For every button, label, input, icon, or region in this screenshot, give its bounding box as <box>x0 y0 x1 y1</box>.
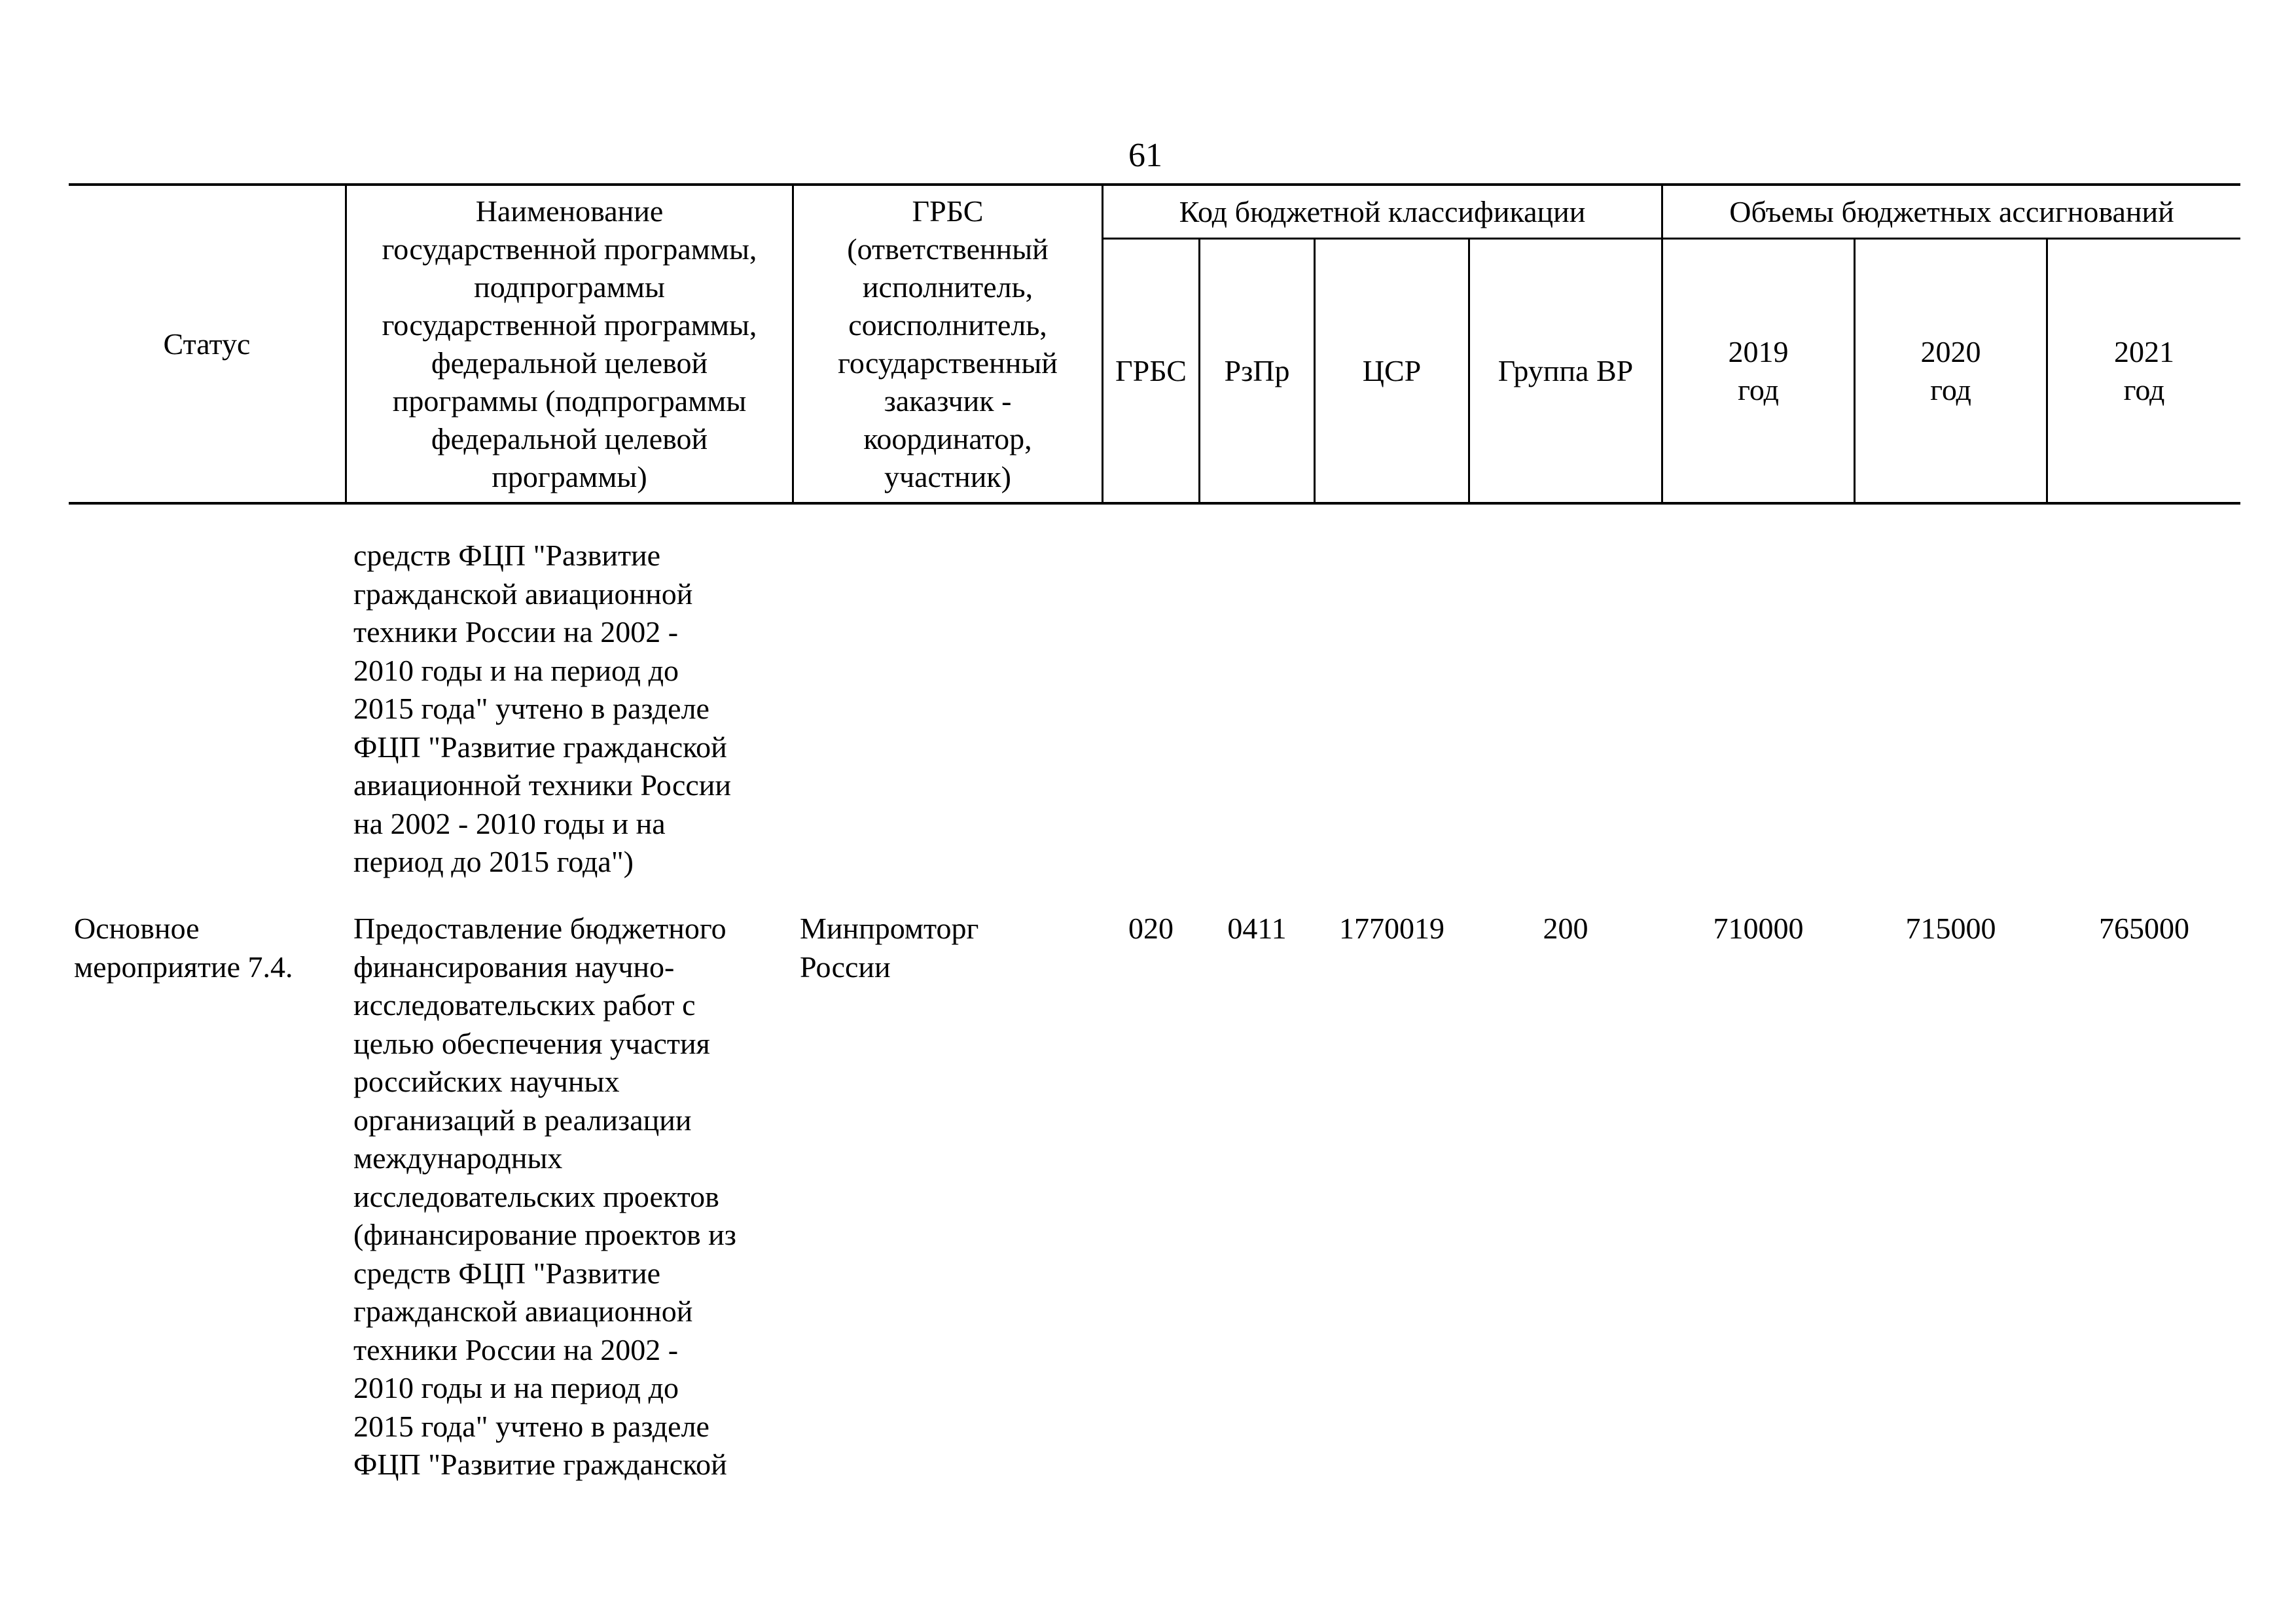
header-status: Статус <box>163 327 251 361</box>
header-csr: ЦСР <box>1362 353 1422 387</box>
row-grbs: 020 <box>1128 912 1174 945</box>
row-2021: 765000 <box>2099 912 2189 945</box>
row-name: Предоставление бюджетного финансирования научно- исследовательских работ с целью обеспечения участия российских научных организаций в реализации международных исследовательских проектов (финансирование проектов из средств ФЦП "Развитие гражданской авиационной техники России на 2002 - 2010 годы и на период до 2015 года" учтено в разделе ФЦП "Развитие гражданской <box>353 912 736 1481</box>
row-continuation-name: средств ФЦП "Развитие гражданской авиационной техники России на 2002 - 2010 годы и на период до 2015 года" учтено в разделе ФЦП "Развитие гражданской авиационной техники России на 2002 - 2010 годы и на период до 2015 года") <box>353 539 732 878</box>
table-header-bottom-rule <box>69 502 2240 505</box>
header-year-2019: 2019 год <box>1728 334 1789 406</box>
row-executor: Минпромторг России <box>800 912 979 984</box>
page-number: 61 <box>1128 137 1162 174</box>
header-budget-volume-group: Объемы бюджетных ассигнований <box>1729 194 2174 228</box>
header-year-2021: 2021 год <box>2114 334 2174 406</box>
row-status: Основное мероприятие 7.4. <box>74 912 293 984</box>
budget-table <box>69 183 2240 1558</box>
header-rzpr: РзПр <box>1224 353 1290 387</box>
row-rzpr: 0411 <box>1227 912 1287 945</box>
row-2020: 715000 <box>1905 912 1996 945</box>
row-csr: 1770019 <box>1339 912 1444 945</box>
header-program-name: Наименование государственной программы, подпрограммы государственной программы, федеральной целевой программы (подпрограммы федеральной целевой программы) <box>382 194 757 493</box>
header-grbs-full: ГРБС (ответственный исполнитель, соисполнитель, государственный заказчик - координатор, участник) <box>838 194 1058 493</box>
header-grbs: ГРБС <box>1115 353 1187 387</box>
header-year-2020: 2020 год <box>1920 334 1981 406</box>
row-group-vr: 200 <box>1543 912 1588 945</box>
row-2019: 710000 <box>1713 912 1804 945</box>
header-budget-code-group: Код бюджетной классификации <box>1179 194 1586 228</box>
header-group-vr: Группа ВР <box>1498 353 1634 387</box>
